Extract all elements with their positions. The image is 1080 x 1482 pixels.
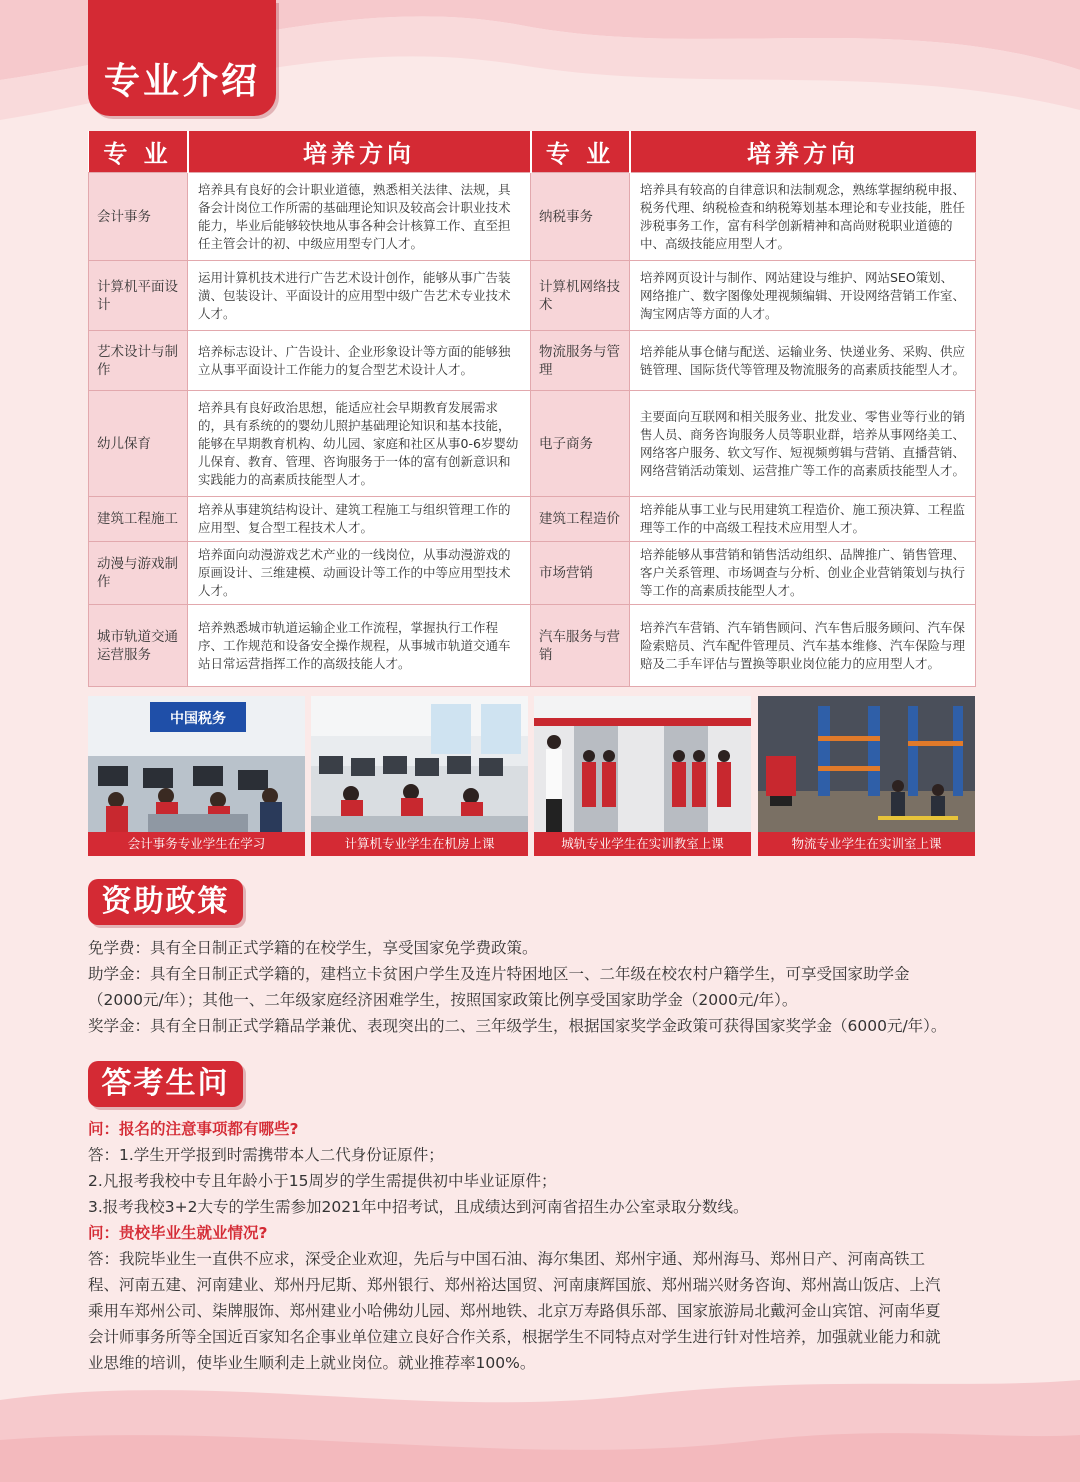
funding-line: （2000元/年）；其他一、二年级家庭经济困难学生，按照国家政策比例享受国家助学金（2000元/年）。: [88, 991, 798, 1009]
major-name: 汽车服务与营销: [531, 605, 630, 687]
header-major: 专 业: [89, 131, 188, 173]
funding-line: 免学费：具有全日制正式学籍的在校学生，享受国家免学费政策。: [88, 939, 538, 957]
sign-text: 中国税务: [170, 711, 226, 727]
major-description: 培养具有较高的自律意识和法制观念，熟练掌握纳税申报、税务代理、纳税检查和纳税筹划基本理论和专业技能，胜任涉税事务工作，富有科学创新精神和高尚财税职业道德的中、高级技能应用型人才。: [630, 173, 976, 261]
faq-answer-line: 程、河南五建、河南建业、郑州丹尼斯、郑州银行、郑州裕达国贸、河南康辉国旅、郑州瑞兴财务咨询、郑州嵩山饭店、上汽: [88, 1276, 941, 1294]
section-title-funding: 资助政策: [88, 879, 243, 925]
faq-answer-line: 3.报考我校3+2大专的学生需参加2021年中招考试，且成绩达到河南省招生办公室录取分数线。: [88, 1198, 749, 1216]
faq-answer-line: 答：1.学生开学报到时需携带本人二代身份证原件；: [88, 1146, 444, 1164]
classroom-photo: [88, 696, 305, 832]
majors-table: [88, 131, 976, 687]
major-description: 主要面向互联网和相关服务业、批发业、零售业等行业的销售人员、商务咨询服务人员等职业群，培养从事网络美工、网络客户服务、软文写作、短视频剪辑与营销、直播营销、网络营销活动策划、运营推广等工作的高素质技能型人才。: [630, 391, 976, 497]
table-row: [89, 173, 976, 261]
major-description: 培养标志设计、广告设计、企业形象设计等方面的能够独立从事平面设计工作能力的复合型艺术设计人才。: [188, 331, 531, 391]
faq-answer-line: 2.凡报考我校中专且年龄小于15周岁的学生需提供初中毕业证原件；: [88, 1172, 557, 1190]
header-direction: 培养方向: [630, 131, 976, 173]
major-description: 培养网页设计与制作、网站建设与维护、网站SEO策划、网络推广、数字图像处理视频编辑、开设网络营销工作室、淘宝网店等方面的人才。: [630, 261, 976, 331]
photo-caption: 物流专业学生在实训室上课: [758, 832, 975, 856]
photo-strip: [88, 696, 975, 856]
major-name: 动漫与游戏制作: [89, 542, 188, 605]
major-description: 培养具有良好的会计职业道德，熟悉相关法律、法规，具备会计岗位工作所需的基础理论知识及较高会计职业技术能力，毕业后能够较快地从事各种会计核算工作、直至担任主管会计的初、中级应用型专门人才。: [188, 173, 531, 261]
major-description: 运用计算机技术进行广告艺术设计创作，能够从事广告装潢、包装设计、平面设计的应用型中级广告艺术专业技术人才。: [188, 261, 531, 331]
table-row: [89, 261, 976, 331]
photo-metro-training: [534, 696, 751, 856]
major-description: 培养具有良好政治思想，能适应社会早期教育发展需求的，具有系统的的婴幼儿照护基础理论知识和基本技能，能够在早期教育机构、幼儿园、家庭和社区从事0-6岁婴幼儿保育、教育、管理、咨询服务于一体的富有创新意识和实践能力的高素质技能型人才。: [188, 391, 531, 497]
warehouse-photo: [758, 696, 975, 832]
table-row: [89, 497, 976, 542]
major-name: 幼儿保育: [89, 391, 188, 497]
table-row: [89, 605, 976, 687]
photo-caption: 计算机专业学生在机房上课: [311, 832, 528, 856]
faq-question: 问：报名的注意事项都有哪些?: [88, 1120, 299, 1138]
photo-caption: 城轨专业学生在实训教室上课: [534, 832, 751, 856]
faq-answer-line: 会计师事务所等全国近百家知名企事业单位建立良好合作关系，根据学生不同特点对学生进行针对性培养，加强就业能力和就: [88, 1328, 941, 1346]
computer-lab-photo: [311, 696, 528, 832]
header-major: 专 业: [531, 131, 630, 173]
major-description: 培养能从事仓储与配送、运输业务、快递业务、采购、供应链管理、国际货代等管理及物流服务的高素质技能型人才。: [630, 331, 976, 391]
section-title-majors: [88, 0, 276, 116]
major-description: 培养熟悉城市轨道运输企业工作流程，掌握执行工作程序、工作规范和设备安全操作规程，从事城市轨道交通车站日常运营指挥工作的高级技能人才。: [188, 605, 531, 687]
faq-answer-line: 乘用车郑州公司、柒牌服饰、郑州建业小哈佛幼儿园、郑州地铁、北京万寿路俱乐部、国家旅游局北戴河金山宾馆、河南华夏: [88, 1302, 941, 1320]
table-row: [89, 542, 976, 605]
major-name: 计算机平面设计: [89, 261, 188, 331]
major-name: 建筑工程施工: [89, 497, 188, 542]
major-name: 纳税事务: [531, 173, 630, 261]
major-description: 培养汽车营销、汽车销售顾问、汽车售后服务顾问、汽车保险索赔员、汽车配件管理员、汽车基本维修、汽车保险与理赔及二手车评估与置换等职业岗位能力的应用型人才。: [630, 605, 976, 687]
major-name: 电子商务: [531, 391, 630, 497]
major-description: 培养能从事工业与民用建筑工程造价、施工预决算、工程监理等工作的中高级工程技术应用型人才。: [630, 497, 976, 542]
funding-line: 奖学金：具有全日制正式学籍品学兼优、表现突出的二、三年级学生，根据国家奖学金政策可获得国家奖学金（6000元/年）。: [88, 1017, 947, 1035]
section-title-faq: 答考生问: [88, 1061, 243, 1107]
funding-line: 助学金：具有全日制正式学籍的，建档立卡贫困户学生及连片特困地区一、二年级在校农村户籍学生，可享受国家助学金: [88, 965, 910, 983]
major-name: 建筑工程造价: [531, 497, 630, 542]
major-name: 会计事务: [89, 173, 188, 261]
major-name: 计算机网络技术: [531, 261, 630, 331]
major-name: 城市轨道交通运营服务: [89, 605, 188, 687]
metro-training-photo: [534, 696, 751, 832]
faq-question: 问：贵校毕业生就业情况?: [88, 1224, 268, 1242]
major-name: 市场营销: [531, 542, 630, 605]
faq-answer-line: 答：我院毕业生一直供不应求，深受企业欢迎，先后与中国石油、海尔集团、郑州宇通、郑州海马、郑州日产、河南高铁工: [88, 1250, 926, 1268]
major-description: 培养面向动漫游戏艺术产业的一线岗位，从事动漫游戏的原画设计、三维建模、动画设计等工作的中等应用型技术人才。: [188, 542, 531, 605]
table-row: [89, 391, 976, 497]
table-header-row: [89, 131, 976, 173]
section-title-text: 专业介绍: [103, 61, 260, 102]
photo-caption: 会计事务专业学生在学习: [88, 832, 305, 856]
table-row: [89, 331, 976, 391]
major-description: 培养从事建筑结构设计、建筑工程施工与组织管理工作的应用型、复合型工程技术人才。: [188, 497, 531, 542]
photo-accounting-class: [88, 696, 305, 856]
photo-computer-lab: [311, 696, 528, 856]
major-name: 艺术设计与制作: [89, 331, 188, 391]
faq-answer-line: 业思维的培训，使毕业生顺利走上就业岗位。就业推荐率100%。: [88, 1354, 536, 1372]
major-name: 物流服务与管理: [531, 331, 630, 391]
header-direction: 培养方向: [188, 131, 531, 173]
major-description: 培养能够从事营销和销售活动组织、品牌推广、销售管理、客户关系管理、市场调查与分析、创业企业营销策划与执行等工作的高素质技能型人才。: [630, 542, 976, 605]
faq-text: [88, 1116, 978, 1376]
photo-logistics-training: [758, 696, 975, 856]
funding-policy-text: [88, 935, 978, 1039]
